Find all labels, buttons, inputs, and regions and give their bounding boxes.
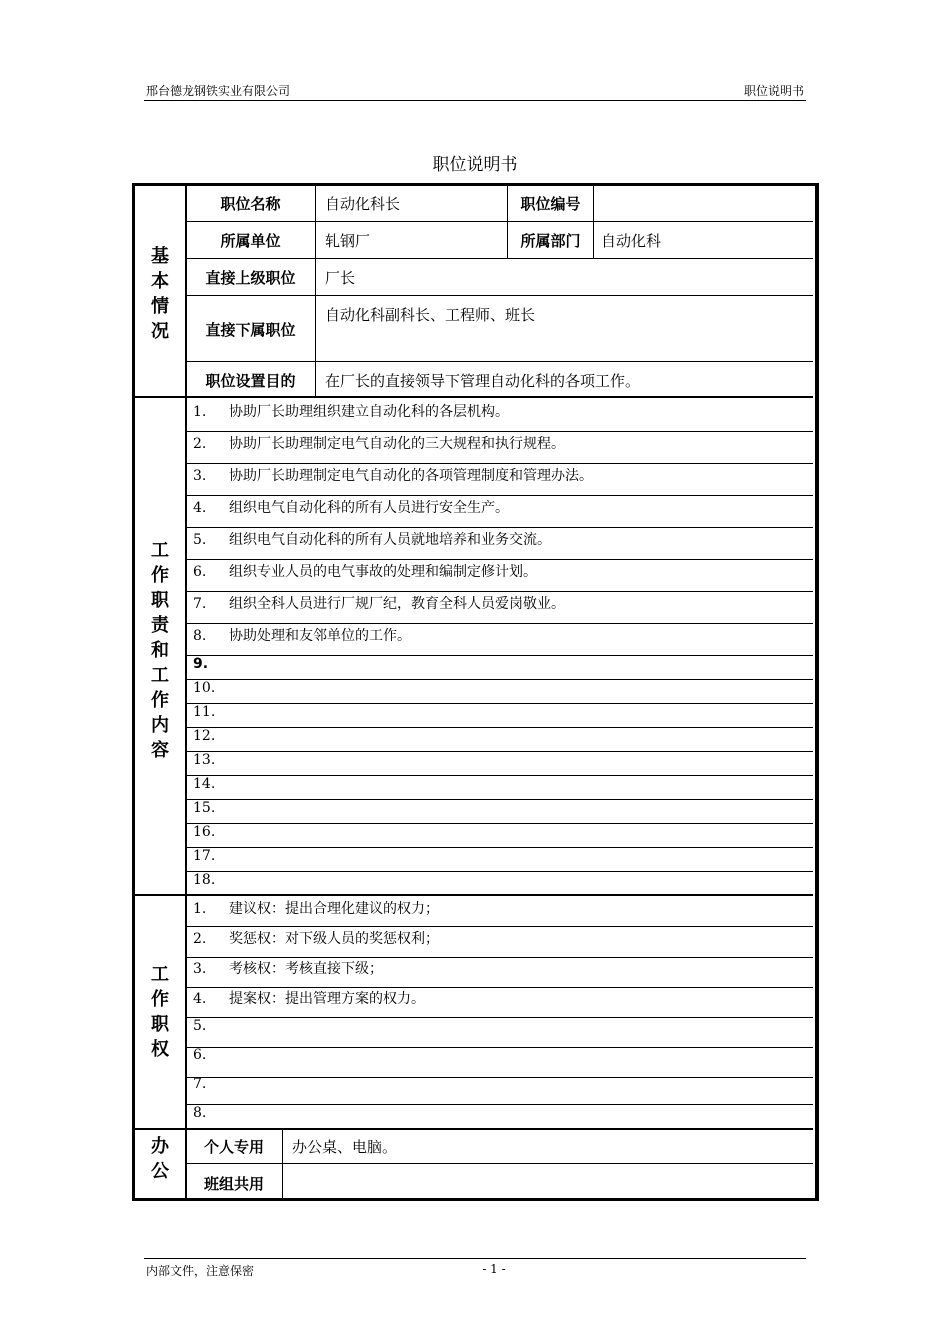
personal-use-value: 办公桌、电脑。 bbox=[292, 1138, 398, 1156]
confidential-note: 内部文件，注意保密 bbox=[146, 1264, 255, 1278]
company-name: 邢台德龙钢铁实业有限公司 bbox=[146, 84, 291, 98]
subordinate-value: 自动化科副科长、工程师、班长 bbox=[325, 306, 536, 324]
position-name-label: 职位名称 bbox=[220, 195, 281, 213]
header-doc-type: 职位说明书 bbox=[743, 84, 804, 98]
section-label-authority: 工 作 职 权 bbox=[151, 964, 169, 1060]
authority-item: 3. 考核权：考核直接下级； bbox=[193, 961, 383, 977]
duty-item: 15. bbox=[193, 800, 216, 816]
duty-item: 12. bbox=[193, 728, 216, 744]
duty-item: 3. 协助厂长助理制定电气自动化的各项管理制度和管理办法。 bbox=[193, 468, 593, 484]
duty-item: 7. 组织全科人员进行厂规厂纪，教育全科人员爱岗敬业。 bbox=[193, 596, 565, 612]
authority-item: 2. 奖惩权：对下级人员的奖惩权利； bbox=[193, 931, 439, 947]
duty-item: 5. 组织电气自动化科的所有人员就地培养和业务交流。 bbox=[193, 532, 551, 548]
duty-item: 2. 协助厂长助理制定电气自动化的三大规程和执行规程。 bbox=[193, 436, 565, 452]
dept-label: 所属部门 bbox=[520, 232, 581, 250]
duty-item: 9. bbox=[193, 656, 209, 672]
section-label-duties: 工 作 职 责 和 工 作 内 容 bbox=[151, 540, 169, 761]
duty-item: 4. 组织电气自动化科的所有人员进行安全生产。 bbox=[193, 500, 509, 516]
duty-item: 1. 协助厂长助理组织建立自动化科的各层机构。 bbox=[193, 404, 509, 420]
duty-item: 11. bbox=[193, 704, 216, 720]
authority-item: 8. bbox=[193, 1105, 207, 1121]
purpose-value: 在厂长的直接领导下管理自动化科的各项工作。 bbox=[325, 372, 641, 390]
superior-value: 厂长 bbox=[325, 269, 356, 287]
subordinate-label: 直接下属职位 bbox=[205, 321, 296, 339]
authority-item: 7. bbox=[193, 1076, 207, 1092]
superior-label: 直接上级职位 bbox=[205, 269, 296, 287]
purpose-label: 职位设置目的 bbox=[205, 372, 296, 390]
duty-item: 14. bbox=[193, 776, 216, 792]
section-label-office: 办 公 bbox=[151, 1136, 169, 1182]
section-label-basic: 基 本 情 况 bbox=[151, 246, 169, 342]
duty-item: 6. 组织专业人员的电气事故的处理和编制定修计划。 bbox=[193, 564, 537, 580]
personal-use-label: 个人专用 bbox=[203, 1138, 264, 1156]
position-name-value: 自动化科长 bbox=[325, 195, 401, 213]
job-description-form bbox=[132, 183, 819, 1201]
unit-label: 所属单位 bbox=[220, 232, 281, 250]
authority-item: 4. 提案权：提出管理方案的权力。 bbox=[193, 991, 425, 1007]
authority-item: 6. bbox=[193, 1047, 207, 1063]
page-number: - 1 - bbox=[482, 1262, 506, 1276]
page-footer bbox=[144, 1258, 806, 1279]
dept-value: 自动化科 bbox=[601, 232, 662, 250]
duty-item: 10. bbox=[193, 680, 216, 696]
duty-item: 8. 协助处理和友邻单位的工作。 bbox=[193, 628, 411, 644]
page-title: 职位说明书 bbox=[432, 155, 518, 175]
unit-value: 轧钢厂 bbox=[325, 232, 371, 250]
page-header bbox=[144, 82, 806, 101]
duty-item: 16. bbox=[193, 824, 216, 840]
authority-item: 5. bbox=[193, 1018, 207, 1034]
duty-item: 17. bbox=[193, 848, 216, 864]
authority-item: 1. 建议权：提出合理化建议的权力； bbox=[193, 901, 439, 917]
position-code-label: 职位编号 bbox=[520, 195, 581, 213]
duty-item: 13. bbox=[193, 752, 216, 768]
duty-item: 18. bbox=[193, 872, 216, 888]
shared-use-label: 班组共用 bbox=[203, 1175, 264, 1193]
